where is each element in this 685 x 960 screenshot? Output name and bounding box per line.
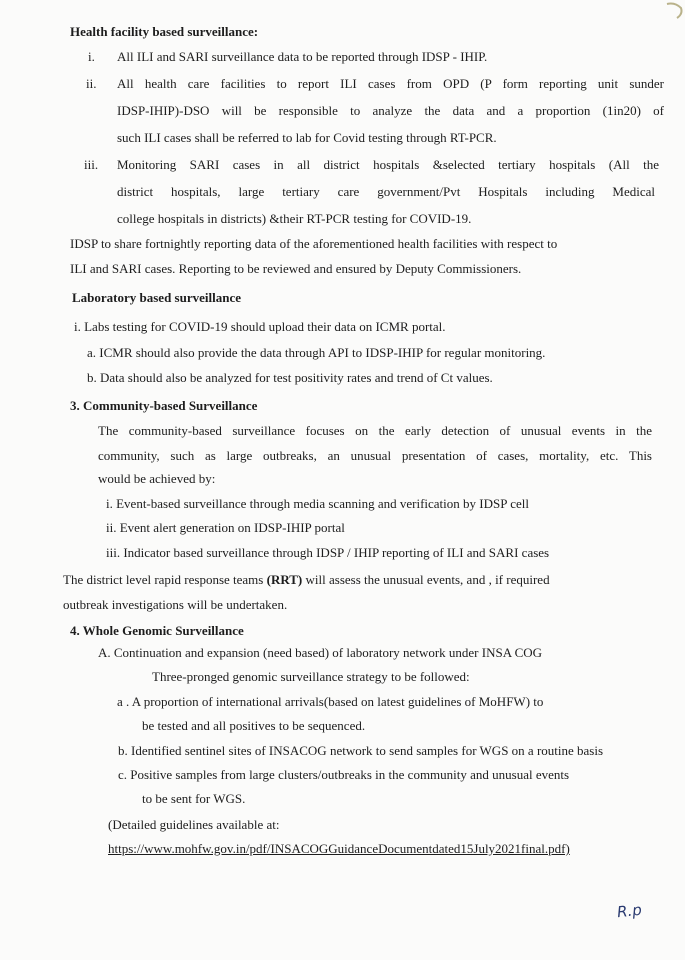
page-corner-mark xyxy=(663,0,685,22)
paragraph-line: would be achieved by: xyxy=(98,471,216,486)
list-item-text: such ILI cases shall be referred to lab for Covid testing through RT-PCR. xyxy=(117,130,497,145)
list-item-text: ii. Event alert generation on IDSP-IHIP portal xyxy=(106,520,345,535)
list-item-text: All ILI and SARI surveillance data to be reported through IDSP - IHIP. xyxy=(117,49,488,64)
section-heading-laboratory: Laboratory based surveillance xyxy=(72,290,241,305)
guidelines-link[interactable]: https://www.mohfw.gov.in/pdf/INSACOGGuidanceDocumentdated15July2021final.pdf) xyxy=(108,841,570,856)
list-item-text: i. Labs testing for COVID-19 should upload their data on ICMR portal. xyxy=(74,319,446,334)
list-item-text: a. ICMR should also provide the data through API to IDSP-IHIP for regular monitoring. xyxy=(87,345,546,360)
list-item-text: i. Event-based surveillance through media scanning and verification by IDSP cell xyxy=(106,496,529,511)
list-number: i. xyxy=(88,49,95,64)
rrt-text-post: will assess the unusual events, and , if required xyxy=(302,572,550,587)
paragraph-line: Three-pronged genomic surveillance strategy to be followed: xyxy=(152,669,470,684)
list-item-text: b. Data should also be analyzed for test positivity rates and trend of Ct values. xyxy=(87,370,493,385)
list-item-text: IDSP-IHIP)-DSO will be responsible to analyze the data and a proportion (1in20) of xyxy=(117,103,664,118)
list-number: iii. xyxy=(84,157,99,172)
paragraph-line: (Detailed guidelines available at: xyxy=(108,817,280,832)
list-item-text: b. Identified sentinel sites of INSACOG network to send samples for WGS on a routine basis xyxy=(118,743,604,758)
list-item-text: be tested and all positives to be sequenced. xyxy=(142,718,366,733)
rrt-text-pre: The district level rapid response teams xyxy=(63,572,267,587)
list-item-text: a . A proportion of international arrivals(based on latest guidelines of MoHFW) to xyxy=(117,694,544,709)
paragraph-line: ILI and SARI cases. Reporting to be reviewed and ensured by Deputy Commissioners. xyxy=(70,261,522,276)
paragraph-line xyxy=(63,572,550,588)
list-item-text: college hospitals in districts) &their RT-PCR testing for COVID-19. xyxy=(117,211,472,226)
paragraph-line: outbreak investigations will be undertaken. xyxy=(63,597,288,612)
handwritten-initials: R.p xyxy=(616,900,643,922)
list-number: ii. xyxy=(86,76,97,91)
list-item-text: Monitoring SARI cases in all district hospitals &selected tertiary hospitals (All the xyxy=(117,157,659,172)
list-item-text: iii. Indicator based surveillance through IDSP / IHIP reporting of ILI and SARI cases xyxy=(106,545,550,560)
rrt-abbreviation: (RRT) xyxy=(266,572,303,587)
list-item-text: All health care facilities to report ILI cases from OPD (P form reporting unit sunder xyxy=(117,76,664,91)
paragraph-line: The community-based surveillance focuses on the early detection of unusual events in the xyxy=(98,423,652,438)
section-heading-health-facility: Health facility based surveillance: xyxy=(70,24,259,39)
list-item-text: district hospitals, large tertiary care government/Pvt Hospitals including Medical xyxy=(117,184,655,199)
list-item-text: A. Continuation and expansion (need based) of laboratory network under INSA COG xyxy=(98,645,543,660)
paragraph-line: IDSP to share fortnightly reporting data of the aforementioned health facilities with respect to xyxy=(70,236,558,251)
section-heading-genomic: 4. Whole Genomic Surveillance xyxy=(70,623,244,638)
list-item-text: to be sent for WGS. xyxy=(142,791,246,806)
section-heading-community: 3. Community-based Surveillance xyxy=(70,398,258,413)
list-item-text: c. Positive samples from large clusters/outbreaks in the community and unusual events xyxy=(118,767,570,782)
paragraph-line: community, such as large outbreaks, an unusual presentation of cases, mortality, etc. This xyxy=(98,448,652,463)
